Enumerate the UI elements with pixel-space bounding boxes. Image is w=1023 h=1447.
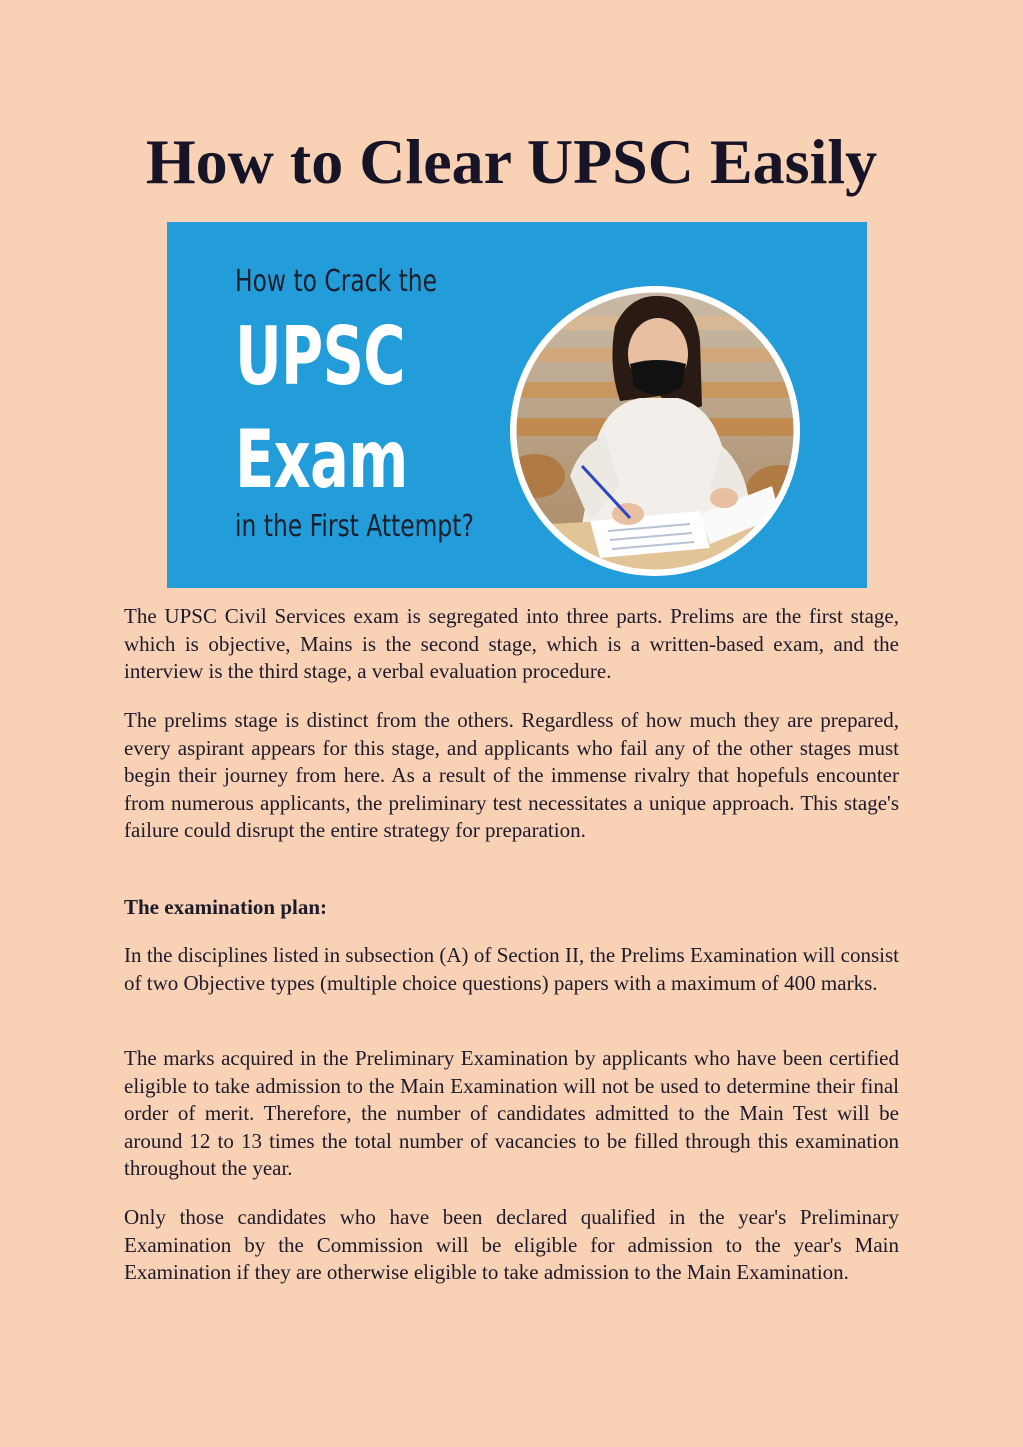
plan-paragraph-2: The marks acquired in the Preliminary Examination by applicants who have been certified eligible to take admission to the Main Examination will not be used to determine their final order of merit. Therefore, the number of candidates admitted to the Main Test will be around 12 to 13 times the total number of vacancies to be filled through this examination throughout the year. — [124, 1046, 899, 1181]
plan-paragraph-3: Only those candidates who have been declared qualified in the year's Preliminary Examination by the Commission will be eligible for admission to the year's Main Examination if they are otherwise eligible to take admission to the Main Examination. — [124, 1205, 899, 1285]
banner-line-3: Exam — [235, 413, 408, 506]
student-photo-icon — [510, 286, 800, 576]
banner-line-4: in the First Attempt? — [235, 509, 474, 544]
banner-image — [167, 222, 867, 588]
banner-line-2: UPSC — [235, 310, 405, 403]
plan-paragraph-1: In the disciplines listed in subsection (A) of Section II, the Prelims Examination will consist of two Objective types (multiple choice questions) papers with a maximum of 400 marks. — [124, 943, 899, 995]
prelims-paragraph: The prelims stage is distinct from the others. Regardless of how much they are prepared, every aspirant appears for this stage, and applicants who fail any of the other stages must begin their journey from here. As a result of the immense rivalry that hopefuls encounter from numerous applicants, the preliminary test necessitates a unique approach. This stage's failure could disrupt the entire strategy for preparation. — [124, 708, 899, 843]
banner-line-1: How to Crack the — [235, 264, 437, 299]
page-title: How to Clear UPSC Easily — [145, 126, 878, 197]
section-heading: The examination plan: — [124, 895, 328, 919]
intro-paragraph: The UPSC Civil Services exam is segregated into three parts. Prelims are the first stage, which is objective, Mains is the second stage, which is a written-based exam, and the interview is the third stage, a verbal evaluation procedure. — [124, 604, 899, 684]
